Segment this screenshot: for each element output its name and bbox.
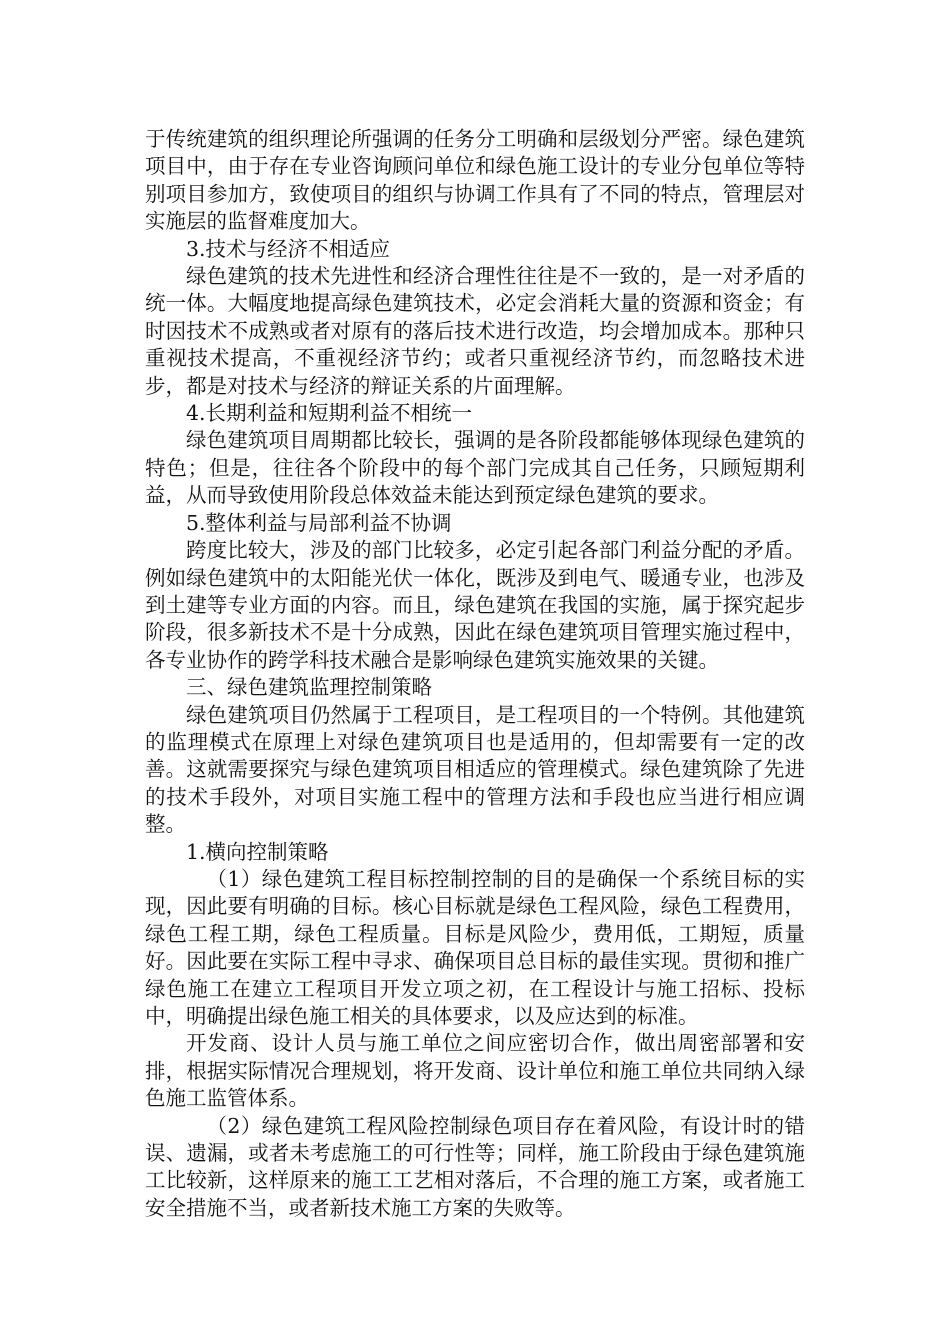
paragraph-continuation: 于传统建筑的组织理论所强调的任务分工明确和层级划分严密。绿色建筑项目中，由于存在专业咨询顾问单位和绿色施工设计的专业分包单位等特别项目参加方，致使项目的组织与协调工作具有了不同的特点，管理层对实施层的监督难度加大。: [145, 127, 805, 234]
paragraph-target-control: （1）绿色建筑工程目标控制控制的目的是确保一个系统目标的实现，因此要有明确的目标。核心目标就是绿色工程风险，绿色工程费用，绿色工程工期，绿色工程质量。目标是风险少，费用低，工期短，质量好。因此要在实际工程中寻求、确保项目总目标的最佳实现。贯彻和推广绿色施工在建立工程项目开发立项之初，在工程设计与施工招标、投标中，明确提出绿色施工相关的具体要求，以及应达到的标准。: [145, 866, 805, 1028]
subheading-long-short-interest: 4.长期利益和短期利益不相统一: [186, 401, 473, 426]
subheading-overall-local-interest: 5.整体利益与局部利益不协调: [186, 510, 452, 535]
subheading-horizontal-control: 1.横向控制策略: [186, 839, 329, 864]
subheading-tech-economy: 3.技术与经济不相适应: [186, 236, 391, 261]
paragraph-cooperation: 开发商、设计人员与施工单位之间应密切合作，做出周密部署和安排，根据实际情况合理规划，将开发商、设计单位和施工单位共同纳入绿色施工监管体系。: [145, 1031, 805, 1111]
paragraph-risk-control: （2）绿色建筑工程风险控制绿色项目存在着风险，有设计时的错误、遗漏，或者未考虑施工的可行性等；同样，施工阶段由于绿色建筑施工比较新，这样原来的施工工艺相对落后，不合理的施工方案，或者施工安全措施不当，或者新技术施工方案的失败等。: [145, 1113, 805, 1220]
paragraph-overall-local-interest: 跨度比较大，涉及的部门比较多，必定引起各部门利益分配的矛盾。例如绿色建筑中的太阳能光伏一体化，既涉及到电气、暖通专业，也涉及到土建等专业方面的内容。而且，绿色建筑在我国的实施，属于探究起步阶段，很多新技术不是十分成熟，因此在绿色建筑项目管理实施过程中，各专业协作的跨学科技术融合是影响绿色建筑实施效果的关键。: [145, 538, 805, 672]
section-heading-control-strategy: 三、绿色建筑监理控制策略: [186, 675, 432, 700]
paragraph-tech-economy: 绿色建筑的技术先进性和经济合理性往往是不一致的，是一对矛盾的统一体。大幅度地提高绿色建筑技术，必定会消耗大量的资源和资金；有时因技术不成熟或者对原有的落后技术进行改造，均会增加成本。那种只重视技术提高，不重视经济节约；或者只重视经济节约，而忽略技术进步，都是对技术与经济的辩证关系的片面理解。: [145, 264, 805, 398]
paragraph-control-strategy-intro: 绿色建筑项目仍然属于工程项目，是工程项目的一个特例。其他建筑的监理模式在原理上对绿色建筑项目也是适用的，但却需要有一定的改善。这就需要探究与绿色建筑项目相适应的管理模式。绿色建筑除了先进的技术手段外，对项目实施工程中的管理方法和手段也应当进行相应调整。: [145, 702, 805, 837]
paragraph-long-short-interest: 绿色建筑项目周期都比较长，强调的是各阶段都能够体现绿色建筑的特色；但是，往往各个阶段中的每个部门完成其自己任务，只顾短期利益，从而导致使用阶段总体效益未能达到预定绿色建筑的要求。: [145, 428, 805, 508]
document-body: [145, 126, 805, 1222]
